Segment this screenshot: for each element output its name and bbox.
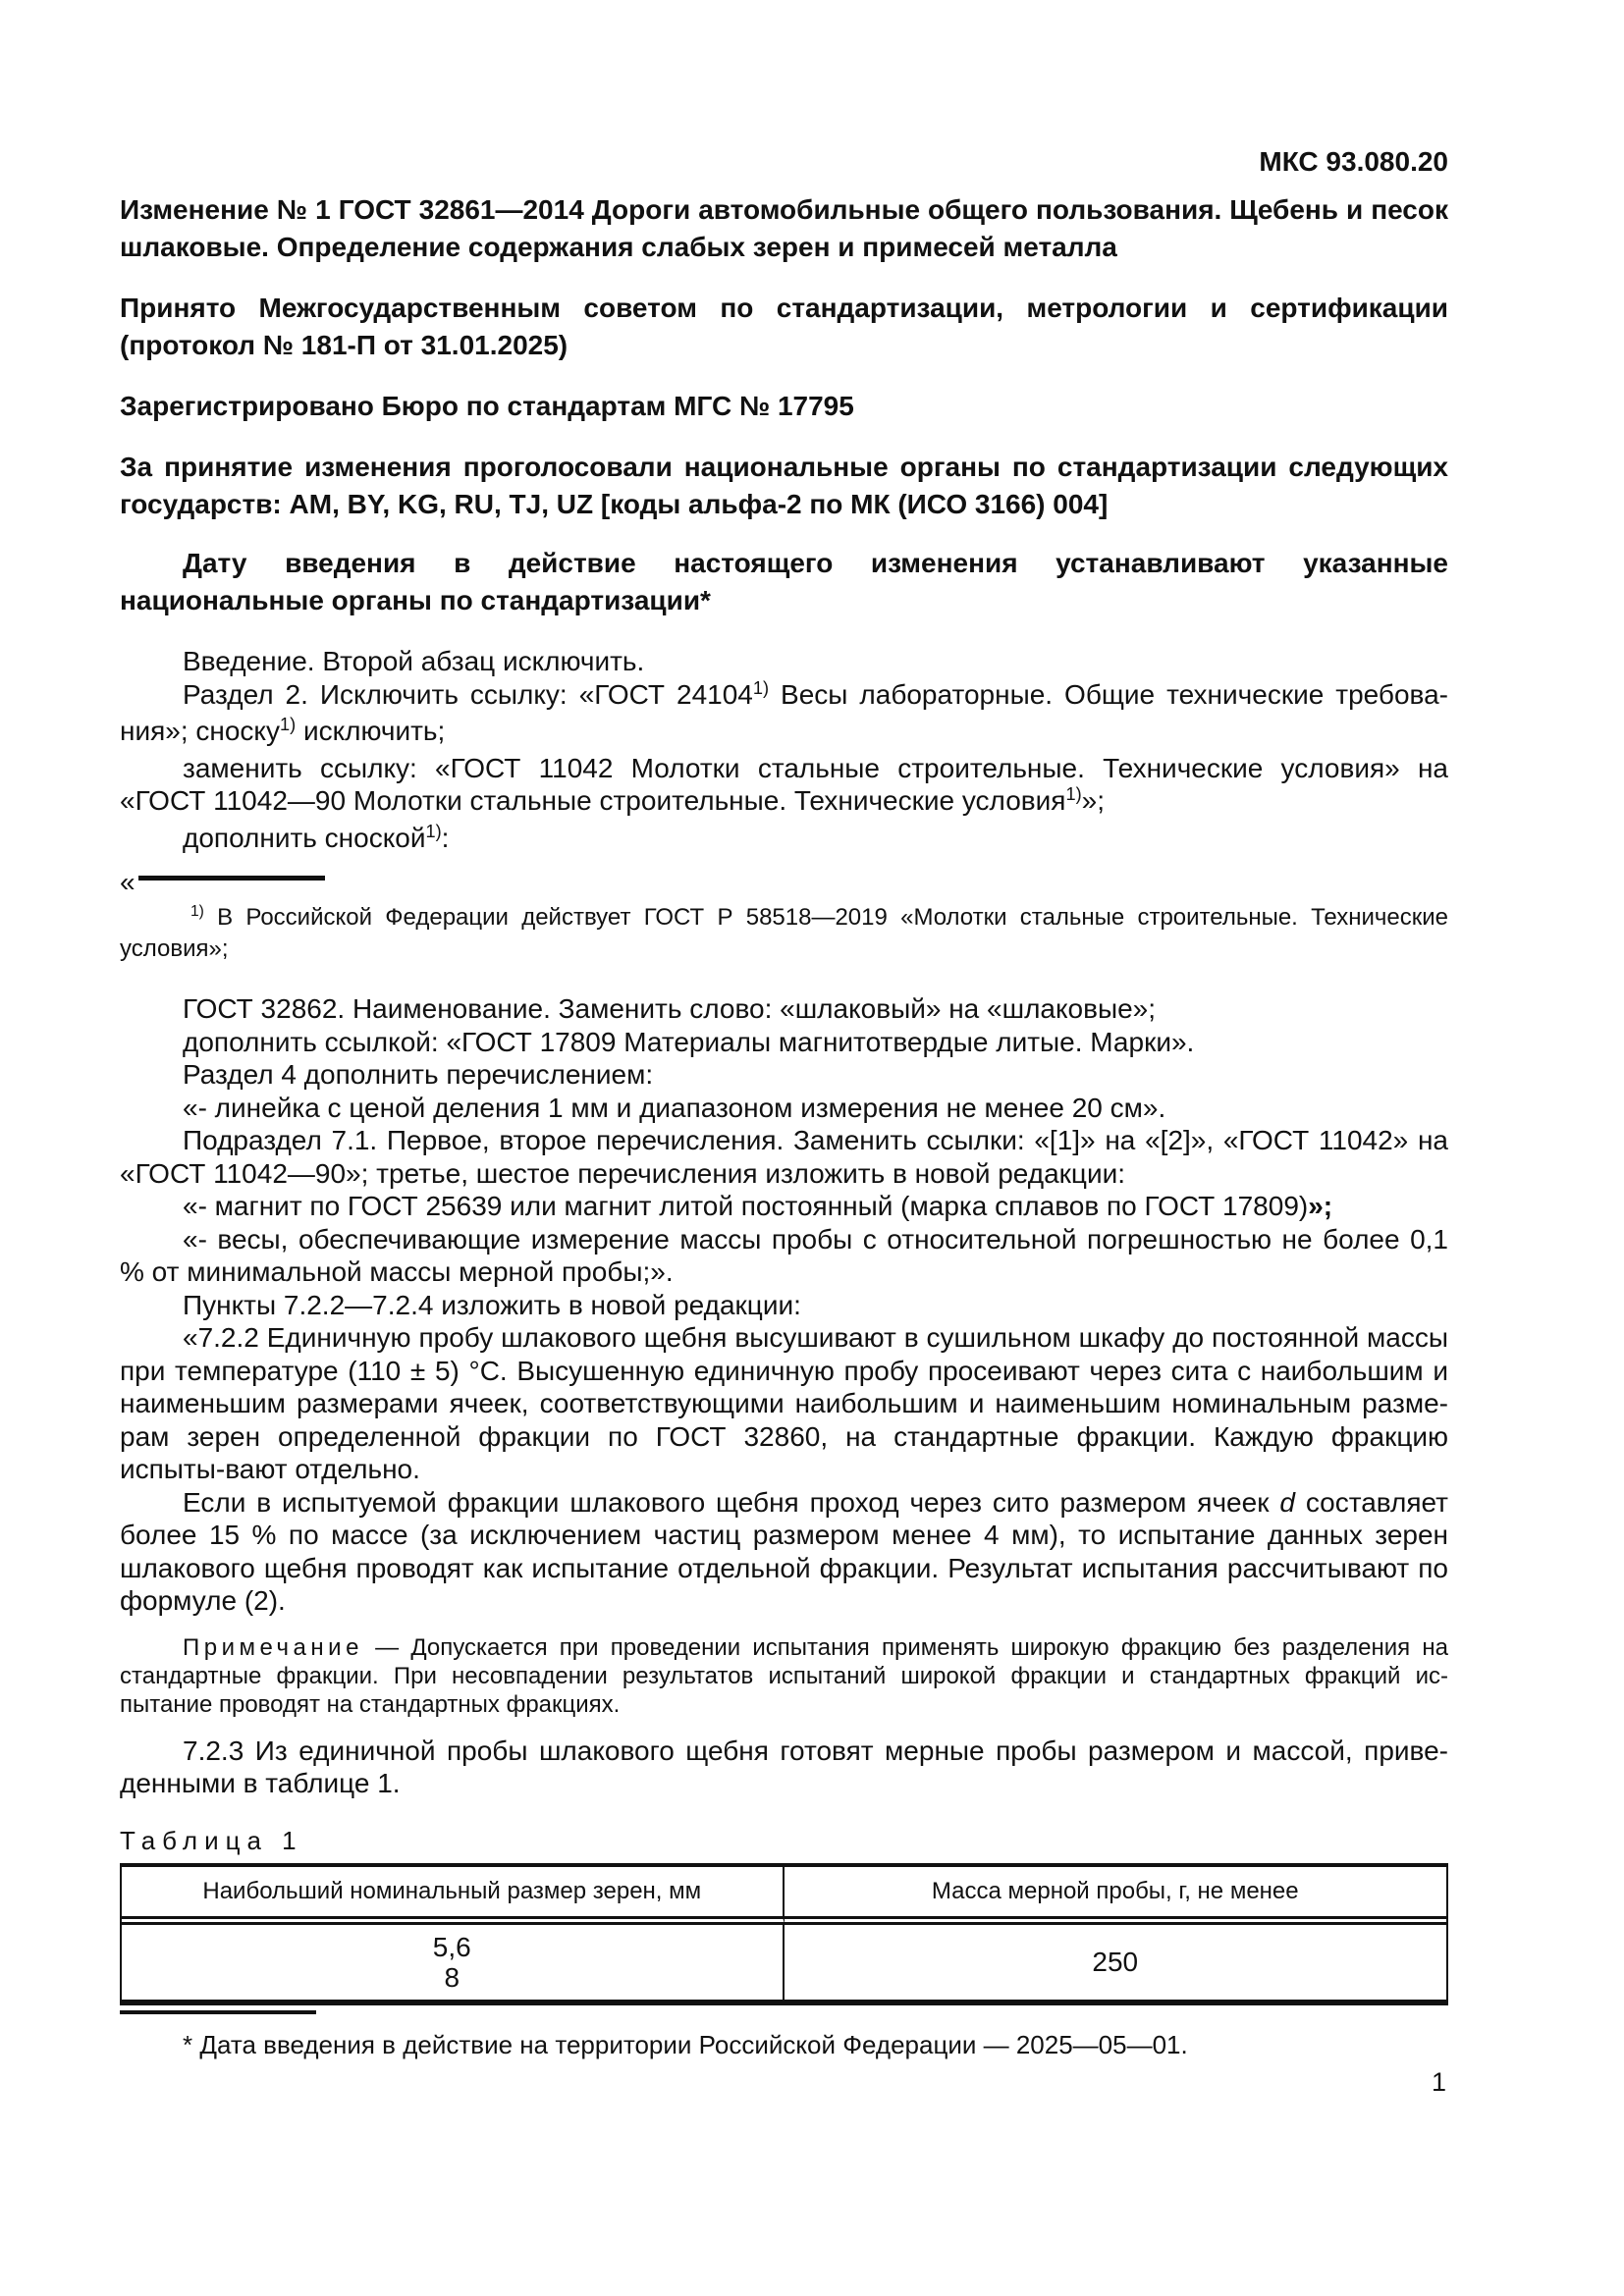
paragraph — [120, 1735, 1448, 1800]
footer-asterisk-note: * Дата введения в действие на территории Российской Федерации — 2025—05—01. — [183, 2030, 1188, 2059]
text-run: Подраздел 7.1. Первое, второе перечисления. Заменить ссылки: «[1]» на «[2]», «ГОСТ 11042» на «ГОСТ 11042—90»; третье, шестое перечисления изложить в новой редакции: — [120, 1125, 1448, 1189]
text-run: Введение. Второй абзац исключить. — [183, 646, 645, 676]
adopted-paragraph: Принято Межгосударственным советом по стандартизации, метрологии и сертификации (протокол № 181-П от 31.01.2025) — [120, 293, 1448, 360]
text-run: дополнить ссылкой: «ГОСТ 17809 Материалы магнитотвердые литые. Марки». — [183, 1026, 1195, 1057]
paragraph — [120, 1124, 1448, 1190]
text-run: дополнить сноской — [183, 822, 426, 853]
text-run: заменить ссылку: «ГОСТ 11042 Молотки стальные строительные. Технические условия» на «ГОСТ 11042—90 Молотки стальные строительные. Технические условия — [120, 752, 1448, 816]
text-run: Раздел 4 дополнить перечислением: — [183, 1059, 654, 1090]
table-header-row — [122, 1867, 1446, 1925]
text-run-sup: 1) — [425, 821, 442, 841]
page-footer — [120, 2010, 1448, 2060]
paragraph — [120, 1058, 1448, 1092]
registered-paragraph: Зарегистрировано Бюро по стандартам МГС № 17795 — [120, 391, 854, 421]
text-run: : — [441, 822, 450, 853]
paragraph — [120, 752, 1448, 822]
open-quote-mark: « — [120, 867, 135, 897]
footnote-rule — [138, 876, 325, 881]
text-run: Раздел 2. Исключить ссылку: «ГОСТ 24104 — [183, 678, 753, 710]
text-run: «7.2.2 Единичную пробу шлакового щебня высушивают в сушильном шкафу до постоянной массы при температуре (110 ± 5) °С. Высушенную единичную пробу просеивают через сита с наибольшим и наименьшим размерами ячеек, соответствующими наибольшим и наименьшим номинальным разме-рам зерен определенной фракции по ГОСТ 32860, на стандартные фракции. Каждую фракцию испыты-вают отдельно. — [120, 1322, 1448, 1484]
text-run-bold: »; — [1308, 1191, 1333, 1221]
page-number: 1 — [1431, 2067, 1446, 2097]
text-run: ГОСТ 32862. Наименование. Заменить слово: «шлаковый» на «шлаковые»; — [183, 993, 1157, 1024]
text-run-sup: 1) — [280, 715, 297, 734]
footnote-text — [120, 903, 1448, 963]
paragraph — [120, 1190, 1448, 1223]
text-run: Пункты 7.2.2—7.2.4 изложить в новой редакции: — [183, 1289, 801, 1320]
text-run: Весы лабораторные. Общие технические требова-ния»; сноску — [120, 678, 1448, 746]
note-text: — Допускается при проведении испытания применять широкую фракцию без разделения на стандартные фракции. При несовпадении результатов испытаний широкой фракции и стандартных фракций ис-пытание проводят на стандартных фракциях. — [120, 1633, 1448, 1718]
text-run: исключить; — [296, 716, 446, 746]
text-run-sup: 1) — [1065, 784, 1082, 804]
amendments-part1 — [120, 645, 1448, 858]
paragraph — [120, 1026, 1448, 1059]
text-run: Если в испытуемой фракции шлакового щебня проход через сито размером ячеек — [183, 1486, 1280, 1518]
table-row — [122, 1925, 1446, 2000]
paragraph — [120, 1289, 1448, 1322]
note-paragraph — [120, 1633, 1448, 1719]
table-cell-sizes — [122, 1925, 785, 2000]
table-header-mass: Масса мерной пробы, г, не менее — [785, 1867, 1447, 1925]
size-value: 8 — [444, 1961, 460, 1993]
table-header-size: Наибольший номинальный размер зерен, мм — [122, 1867, 785, 1925]
amendments-part3 — [120, 1735, 1448, 1800]
note-label: Примечание — [183, 1633, 363, 1661]
effective-date-paragraph: Дату введения в действие настоящего изменения устанавливают указанные национальные органы по стандартизации* — [120, 548, 1448, 615]
text-run: «- линейка с ценой деления 1 мм и диапазоном измерения не менее 20 см». — [183, 1092, 1166, 1123]
paragraph — [120, 678, 1448, 752]
size-value: 5,6 — [432, 1931, 471, 1962]
text-run: В Российской Федерации действует ГОСТ Р 58518—2019 «Молотки стальные строительные. Технические условия»; — [120, 904, 1448, 962]
text-run-sup: 1) — [190, 903, 204, 921]
paragraph — [120, 822, 1448, 859]
voted-paragraph: За принятие изменения проголосовали национальные органы по стандартизации следующих государств: AM, BY, KG, RU, TJ, UZ [коды альфа-2 по МК (ИСО 3166) 004] — [120, 452, 1448, 519]
footnote-separator — [120, 866, 1448, 899]
paragraph — [120, 1092, 1448, 1125]
amendments-part2 — [120, 992, 1448, 1618]
paragraph — [120, 645, 1448, 678]
paragraph — [120, 1223, 1448, 1289]
text-run: «- весы, обеспечивающие измерение массы пробы с относительной погрешностью не более 0,1 % от минимальной массы мерной пробы;». — [120, 1223, 1448, 1287]
text-run: «- магнит по ГОСТ 25639 или магнит литой постоянный (марка сплавов по ГОСТ 17809) — [183, 1191, 1309, 1221]
text-run-italic: d — [1279, 1486, 1295, 1518]
table-cell-mass: 250 — [1092, 1947, 1139, 1977]
mks-code: МКС 93.080.20 — [1259, 146, 1448, 177]
text-run: »; — [1081, 785, 1105, 816]
text-run: составляет более 15 % по массе (за исключением частиц размером менее 4 мм), то испытание данных зерен шлакового щебня проводят как испытание отдельной фракции. Результат испытания рассчитывают по формуле (2). — [120, 1486, 1449, 1616]
amendment-title: Изменение № 1 ГОСТ 32861—2014 Дороги автомобильные общего пользования. Щебень и песок шлаковые. Определение содержания слабых зерен и примесей металла — [120, 194, 1448, 262]
footer-rule — [120, 2010, 316, 2014]
table-1 — [120, 1863, 1448, 2005]
paragraph — [120, 1486, 1448, 1618]
paragraph — [120, 1321, 1448, 1486]
table-caption: Таблица 1 — [120, 1825, 303, 1855]
paragraph — [120, 992, 1448, 1026]
text-run: 7.2.3 Из единичной пробы шлакового щебня готовят мерные пробы размером и массой, приве-денными в таблице 1. — [120, 1735, 1448, 1798]
text-run-sup: 1) — [752, 677, 770, 698]
